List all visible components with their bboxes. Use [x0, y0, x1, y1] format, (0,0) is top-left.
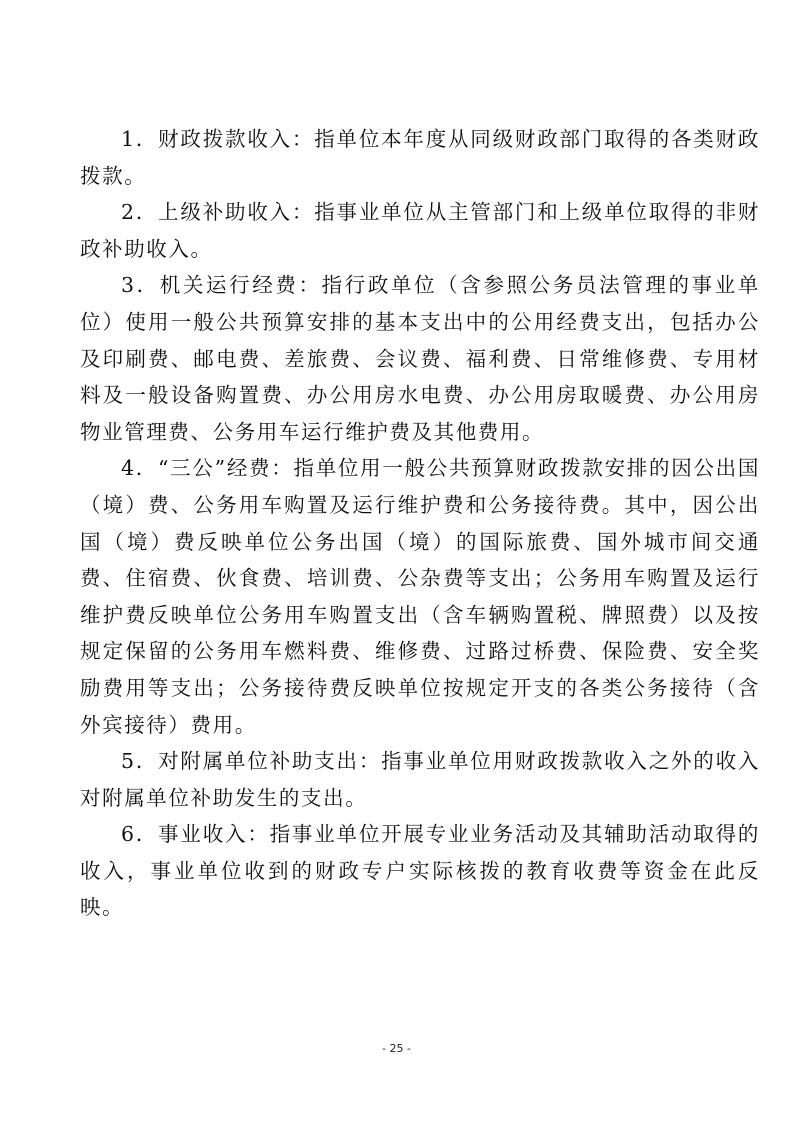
paragraph-office-operating-expenses: 3．机关运行经费：指行政单位（含参照公务员法管理的事业单位）使用一般公共预算安排的基本支出中的公用经费支出，包括办公及印刷费、邮电费、差旅费、会议费、福利费、日常维修费、专用材料及一般设备购置费、办公用房水电费、办公用房取暖费、办公用房物业管理费、公务用车运行维护费及其他费用。	[80, 273, 760, 444]
paragraph-affiliated-unit-subsidy: 5．对附属单位补助支出：指事业单位用财政拨款收入之外的收入对附属单位补助发生的支出。	[80, 749, 760, 810]
document-body	[80, 121, 760, 926]
paragraph-fiscal-appropriation-income: 1．财政拨款收入：指单位本年度从同级财政部门取得的各类财政拨款。	[80, 127, 760, 188]
paragraph-superior-subsidy-income: 2．上级补助收入：指事业单位从主管部门和上级单位取得的非财政补助收入。	[80, 200, 760, 261]
page-number: - 25 -	[382, 1042, 411, 1055]
paragraph-business-income: 6．事业收入：指事业单位开展专业业务活动及其辅助活动取得的收入，事业单位收到的财政专户实际核拨的教育收费等资金在此反映。	[80, 822, 760, 920]
paragraph-three-public-expenses: 4．“三公”经费：指单位用一般公共预算财政拨款安排的因公出国（境）费、公务用车购置及运行维护费和公务接待费。其中，因公出国（境）费反映单位公务出国（境）的国际旅费、国外城市间交通费、住宿费、伙食费、培训费、公杂费等支出；公务用车购置及运行维护费反映单位公务用车购置支出（含车辆购置税、牌照费）以及按规定保留的公务用车燃料费、维修费、过路过桥费、保险费、安全奖励费用等支出；公务接待费反映单位按规定开支的各类公务接待（含外宾接待）费用。	[80, 456, 760, 737]
